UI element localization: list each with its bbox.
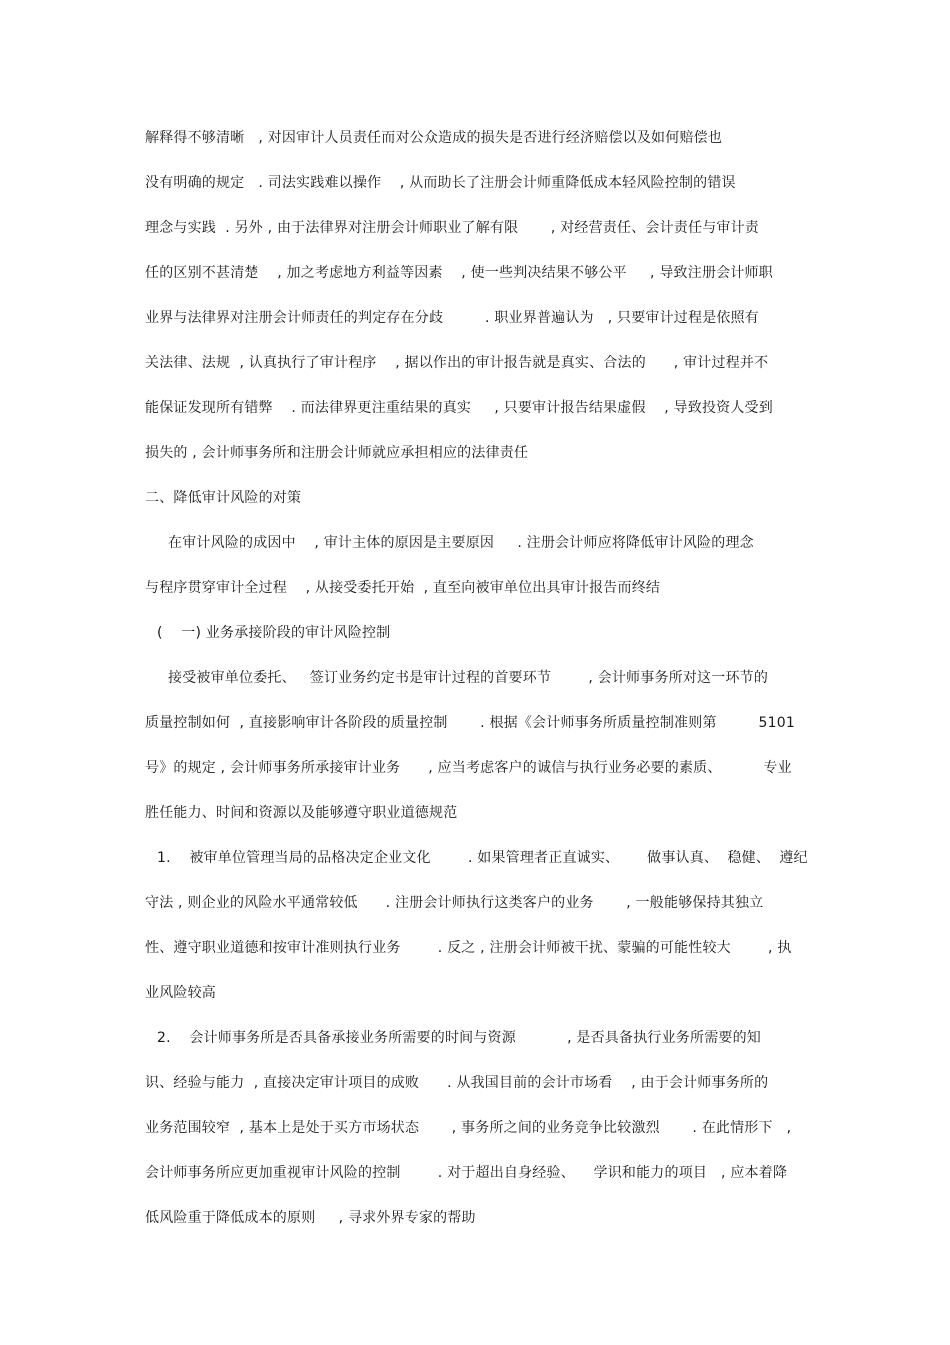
- paragraph-line: 没有明确的规定 . 司法实践难以操作 , 从而助长了注册会计师重降低成本轻风险控制的错误: [145, 175, 736, 191]
- paragraph-line: 会计师事务所应更加重视审计风险的控制 . 对于超出自身经验、 学识和能力的项目 , 应本着降: [145, 1165, 788, 1181]
- paragraph-line: 能保证发现所有错弊 . 而法律界更注重结果的真实 , 只要审计报告结果虚假 , 导致投资人受到: [145, 400, 773, 416]
- paragraph-line: 业界与法律界对注册会计师责任的判定存在分歧 . 职业界普遍认为 , 只要审计过程是依照有: [145, 310, 760, 326]
- numbered-item-2: 2. 会计师事务所是否具备承接业务所需要的时间与资源 , 是否具备执行业务所需要的知: [157, 1030, 762, 1046]
- paragraph-line: 任的区别不甚清楚 , 加之考虑地方利益等因素 , 使一些判决结果不够公平 , 导致注册会计师职: [145, 265, 773, 281]
- paragraph-line: 损失的 , 会计师事务所和注册会计师就应承担相应的法律责任: [145, 445, 529, 461]
- numbered-item-1: 1. 被审单位管理当局的品格决定企业文化 . 如果管理者正直诚实、 做事认真、 稳健、 遵纪: [157, 850, 808, 866]
- paragraph-line: 与程序贯穿审计全过程 , 从接受委托开始 , 直至向被审单位出具审计报告而终结: [145, 580, 661, 596]
- paragraph-line: 胜任能力、时间和资源以及能够遵守职业道德规范: [145, 805, 458, 821]
- paragraph-line: 解释得不够清晰 , 对因审计人员责任而对公众造成的损失是否进行经济赔偿以及如何赔偿也: [145, 130, 723, 146]
- paragraph-line: 接受被审单位委托、 签订业务约定书是审计过程的首要环节 , 会计师事务所对这一环节的: [168, 670, 769, 686]
- section-heading: 二、降低审计风险的对策: [145, 490, 302, 506]
- paragraph-line: 低风险重于降低成本的原则 , 寻求外界专家的帮助: [145, 1210, 476, 1226]
- paragraph-line: 在审计风险的成因中 , 审计主体的原因是主要原因 . 注册会计师应将降低审计风险的理念: [168, 535, 754, 551]
- paragraph-line: 性、遵守职业道德和按审计准则执行业务 . 反之 , 注册会计师被干扰、蒙骗的可能性较大 , 执: [145, 940, 792, 956]
- paragraph-line: 守法 , 则企业的风险水平通常较低 . 注册会计师执行这类客户的业务 , 一般能够保持其独立: [145, 895, 764, 911]
- paragraph-line: 识、经验与能力 , 直接决定审计项目的成败 . 从我国目前的会计市场看 , 由于会计师事务所的: [145, 1075, 769, 1091]
- paragraph-line: 关法律、法规 , 认真执行了审计程序 , 据以作出的审计报告就是真实、合法的 , 审计过程并不: [145, 355, 769, 371]
- subsection-heading: ( 一) 业务承接阶段的审计风险控制: [157, 625, 391, 641]
- paragraph-line: 质量控制如何 , 直接影响审计各阶段的质量控制 . 根据《会计师事务所质量控制准则第 5101: [145, 715, 795, 731]
- paragraph-line: 业务范围较窄 , 基本上是处于买方市场状态 , 事务所之间的业务竞争比较激烈 . 在此情形下 ,: [145, 1120, 792, 1136]
- paragraph-line: 业风险较高: [145, 985, 216, 1001]
- paragraph-line: 号》的规定 , 会计师事务所承接审计业务 , 应当考虑客户的诚信与执行业务必要的素质、 专业: [145, 760, 792, 776]
- paragraph-line: 理念与实践 . 另外 , 由于法律界对注册会计师职业了解有限 , 对经营责任、会计责任与审计责: [145, 220, 760, 236]
